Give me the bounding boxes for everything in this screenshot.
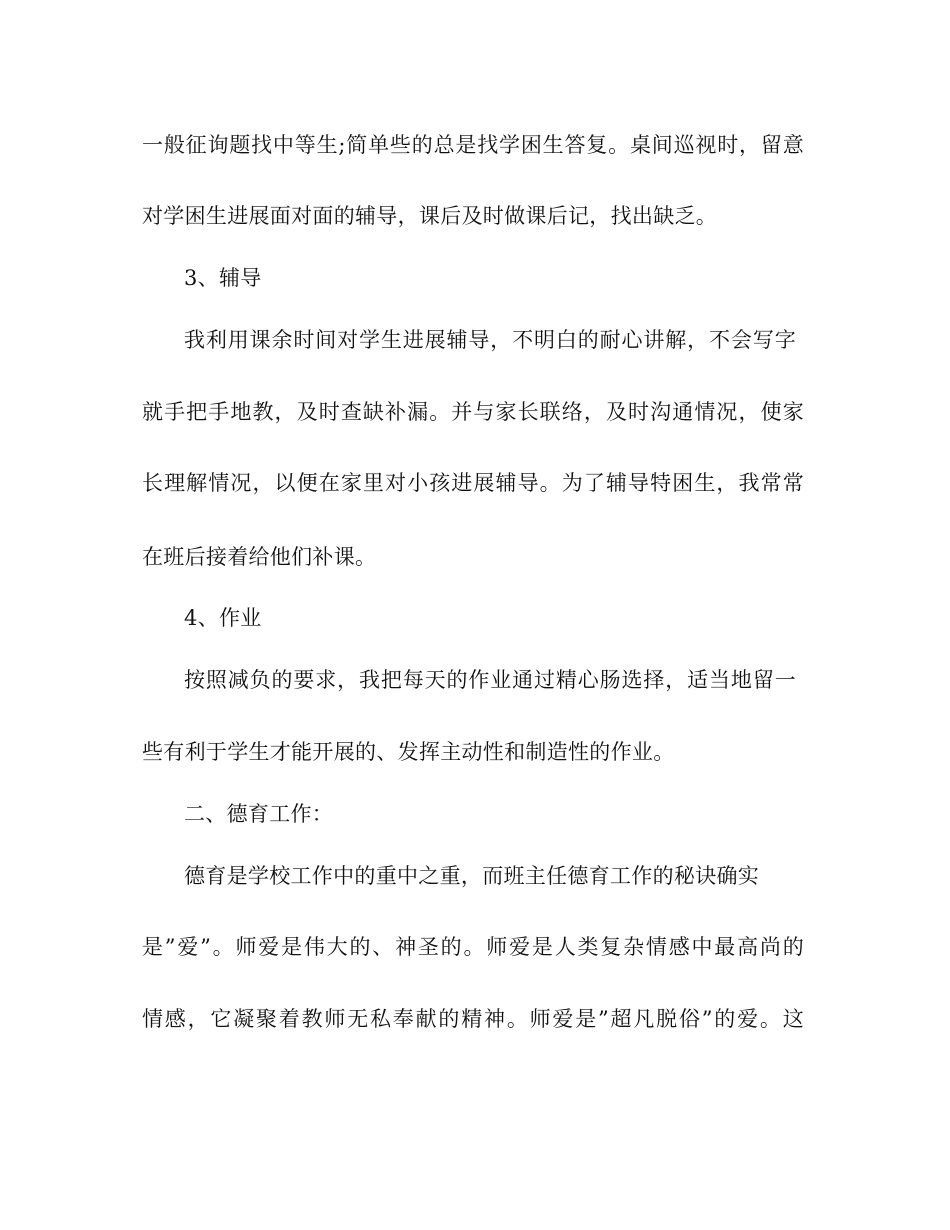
section-heading: 二、德育工作： bbox=[184, 802, 334, 826]
paragraph-line: 按照减负的要求，我把每天的作业通过精心肠选择，适当地留一 bbox=[184, 668, 796, 692]
section-heading: 4、作业 bbox=[184, 606, 262, 630]
paragraph-line: 在班后接着给他们补课。 bbox=[142, 545, 377, 569]
paragraph-line: 德育是学校工作中的重中之重，而班主任德育工作的秘诀确实 bbox=[184, 864, 760, 888]
paragraph-line: 对学困生进展面对面的辅导，课后及时做课后记，找出缺乏。 bbox=[142, 204, 718, 228]
paragraph-line: 一般征询题找中等生;简单些的总是找学困生答复。桌间巡视时，留意 bbox=[142, 133, 804, 157]
paragraph-line: 情感，它凝聚着教师无私奉献的精神。师爱是”超凡脱俗”的爱。这 bbox=[142, 1007, 804, 1031]
paragraph-line: 我利用课余时间对学生进展辅导，不明白的耐心讲解，不会写字 bbox=[184, 328, 796, 352]
paragraph-line: 是”爱”。师爱是伟大的、神圣的。师爱是人类复杂情感中最高尚的 bbox=[142, 935, 804, 959]
paragraph-line: 就手把手地教，及时查缺补漏。并与家长联络，及时沟通情况，使家 bbox=[142, 400, 804, 424]
section-heading: 3、辅导 bbox=[184, 266, 262, 290]
paragraph-line: 些有利于学生才能开展的、发挥主动性和制造性的作业。 bbox=[142, 740, 675, 764]
paragraph-line: 长理解情况，以便在家里对小孩进展辅导。为了辅导特困生，我常常 bbox=[142, 471, 804, 495]
